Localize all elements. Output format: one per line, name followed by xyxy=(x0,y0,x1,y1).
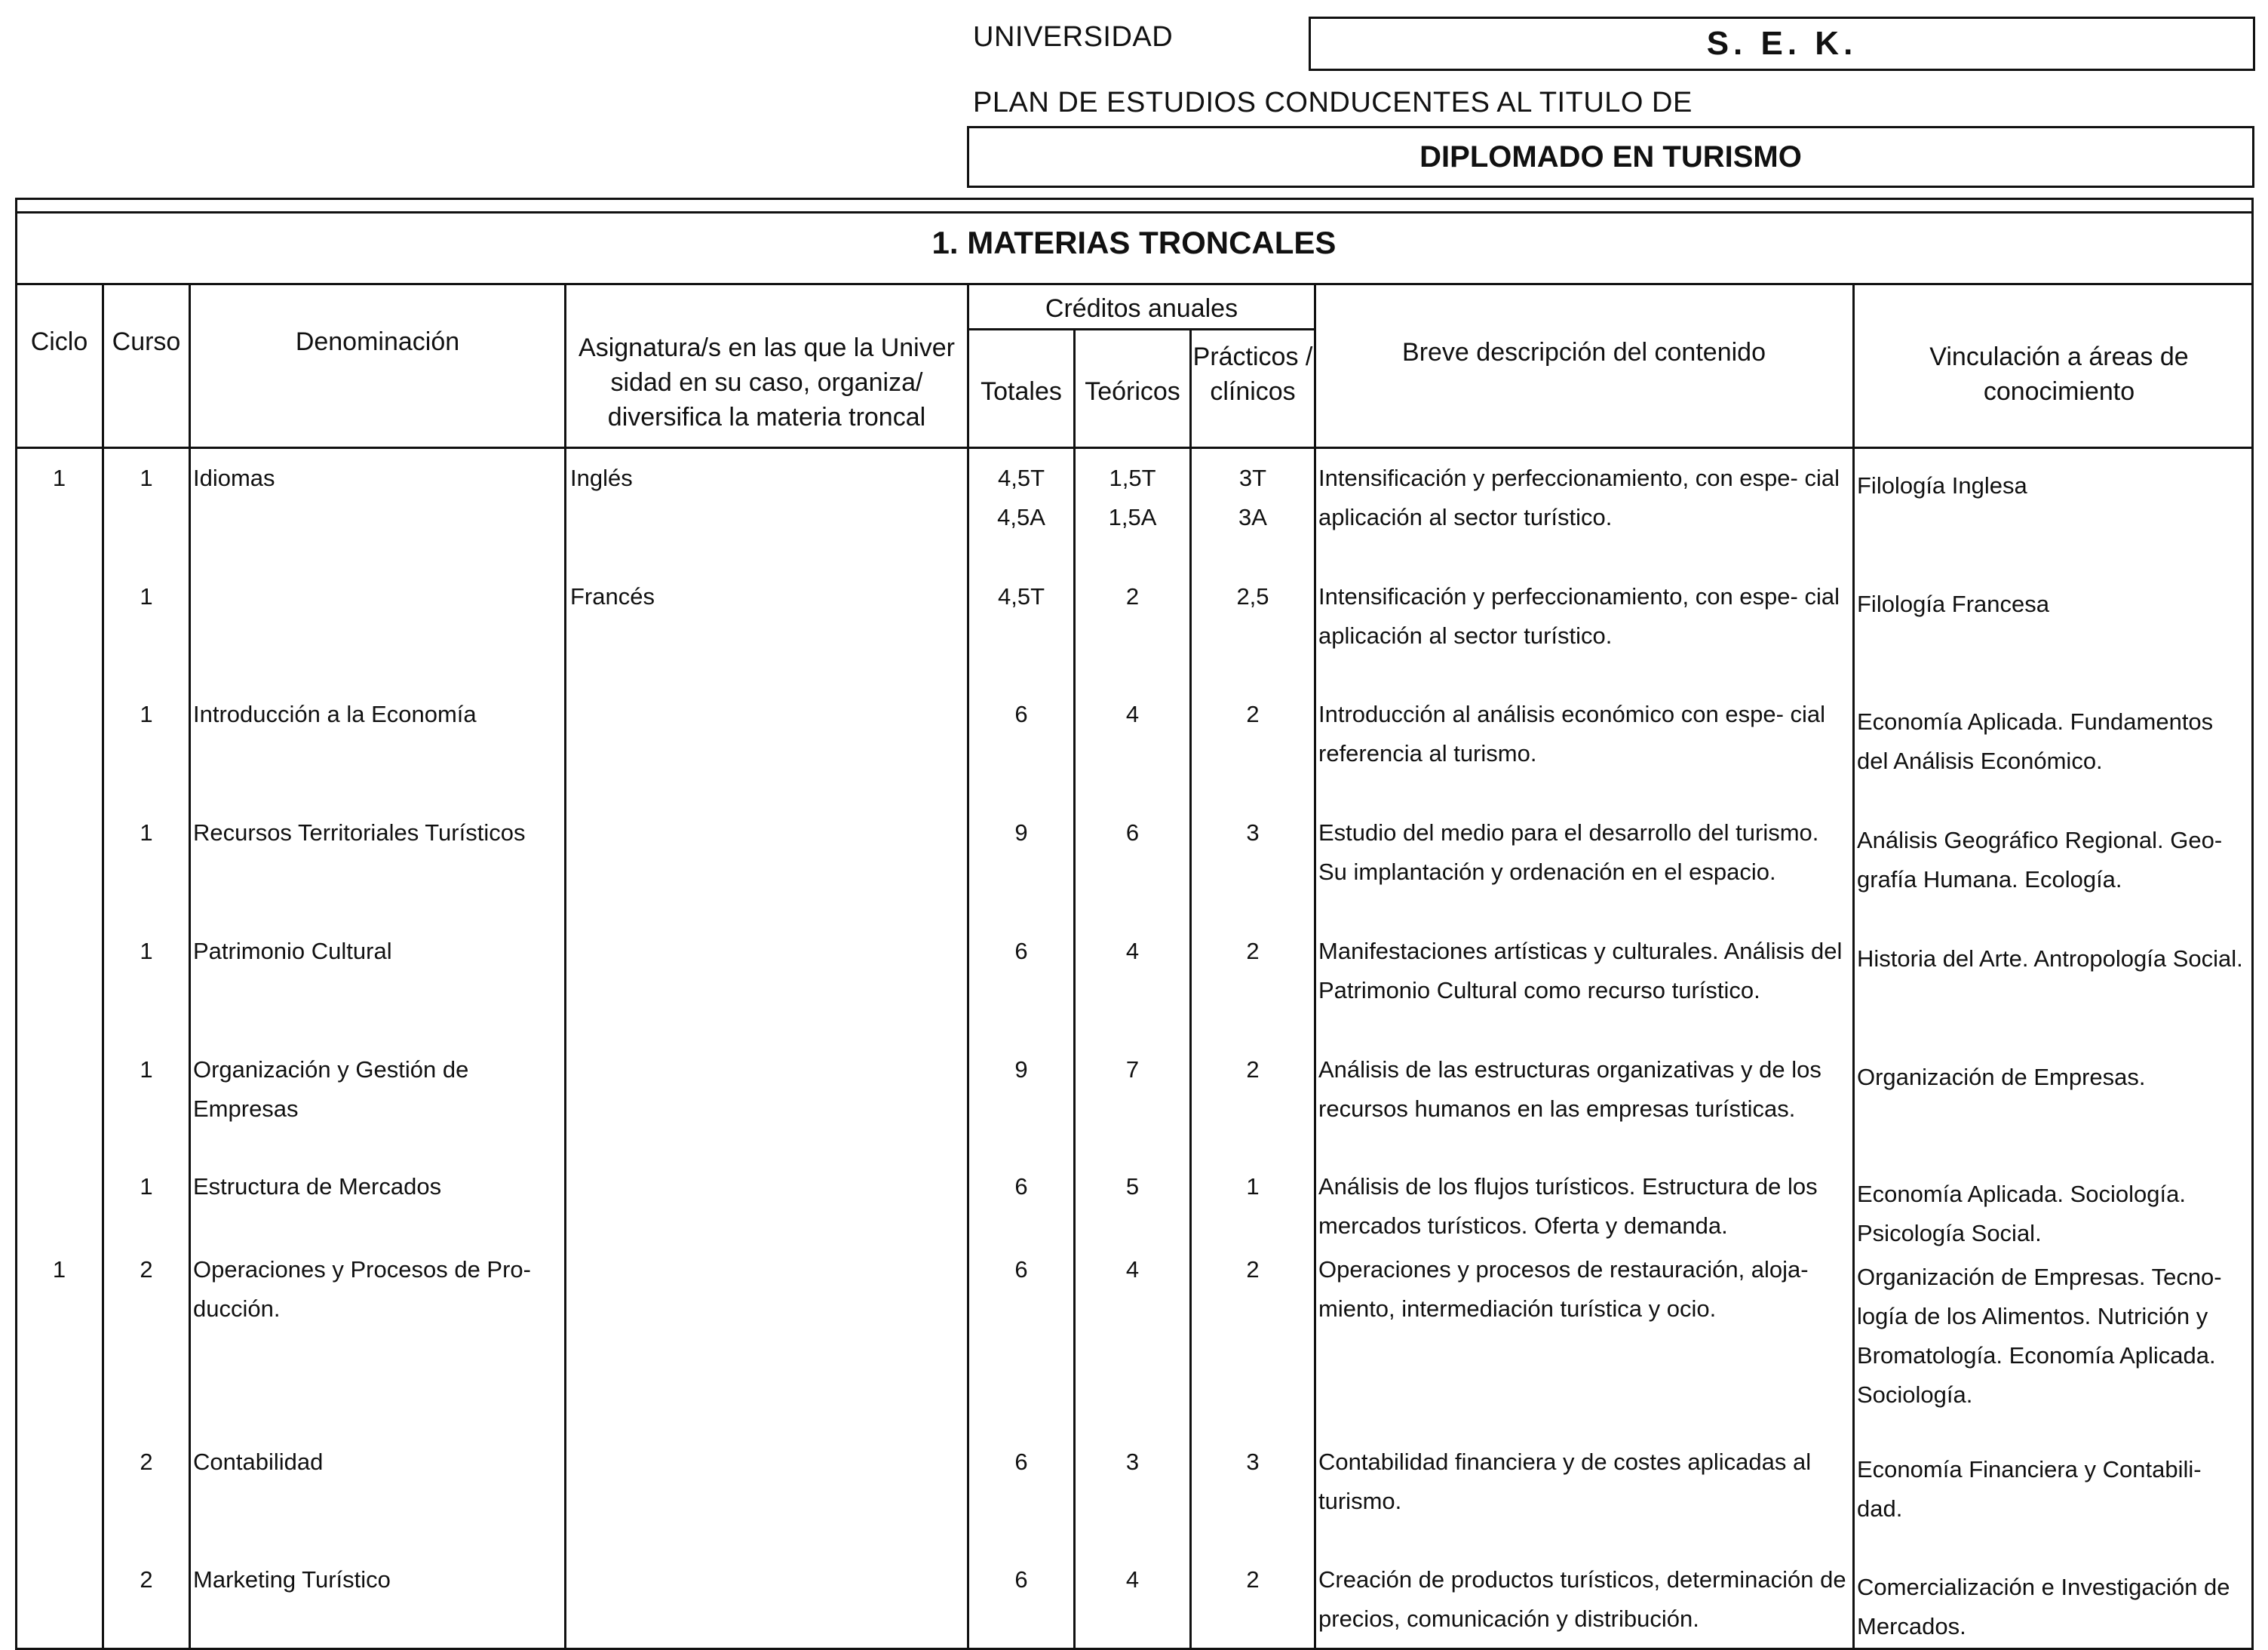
table-cell-denominacion: Estructura de Mercados xyxy=(193,1173,442,1200)
university-name-box xyxy=(1309,17,2255,71)
table-cell-vinculacion: Economía Aplicada. Sociología. Psicología Social. xyxy=(1857,1181,2186,1246)
credit-value: 4,5T xyxy=(997,465,1045,491)
university-label: UNIVERSIDAD xyxy=(973,21,1174,53)
table-cell-curso: 2 xyxy=(140,1256,153,1283)
table-cell-totales: 4,5T xyxy=(997,583,1045,610)
university-name: S. E. K. xyxy=(1706,25,1858,62)
col-divider-practicos xyxy=(1314,283,1316,1650)
credit-value: 4,5A xyxy=(997,504,1045,530)
table-cell-denominacion: Marketing Turístico xyxy=(193,1566,391,1593)
table-cell-practicos: 2 xyxy=(1246,1256,1260,1283)
table-cell-practicos xyxy=(1192,459,1314,537)
degree-title-box xyxy=(967,126,2254,188)
table-cell-teoricos: 4 xyxy=(1125,938,1140,964)
table-cell-denominacion: Introducción a la Economía xyxy=(193,701,477,727)
table-cell-descripcion: Intensificación y perfeccionamiento, con espe- cial aplicación al sector turístico. xyxy=(1318,583,1840,649)
table-cell-asignatura: Inglés xyxy=(570,465,633,491)
table-cell-practicos: 2 xyxy=(1246,938,1260,964)
table-cell-teoricos: 4 xyxy=(1125,701,1140,727)
table-cell-vinculacion: Filología Inglesa xyxy=(1857,472,2027,499)
section-frame xyxy=(15,211,2254,1650)
table-cell-curso: 1 xyxy=(140,583,153,610)
table-cell-denominacion: Operaciones y Procesos de Pro- ducción. xyxy=(193,1256,531,1322)
table-cell-teoricos: 4 xyxy=(1125,1566,1140,1593)
table-cell-vinculacion: Filología Francesa xyxy=(1857,591,2050,617)
table-cell-totales: 6 xyxy=(1014,1449,1028,1475)
col-divider-descripcion xyxy=(1852,283,1855,1650)
table-cell-descripcion: Intensificación y perfeccionamiento, con espe- cial aplicación al sector turístico. xyxy=(1318,465,1840,530)
degree-title: DIPLOMADO EN TURISMO xyxy=(1419,140,1802,174)
table-cell-vinculacion: Historia del Arte. Antropología Social. xyxy=(1857,945,2243,972)
header-denominacion: Denominación xyxy=(295,327,460,356)
table-cell-totales: 9 xyxy=(1014,819,1028,846)
table-cell-practicos: 2 xyxy=(1246,701,1260,727)
table-cell-teoricos: 5 xyxy=(1125,1173,1140,1200)
table-cell-totales: 6 xyxy=(1014,938,1028,964)
header-descripcion: Breve descripción del contenido xyxy=(1402,338,1766,367)
table-cell-vinculacion: Comercialización e Investigación de Mercados. xyxy=(1857,1574,2230,1639)
table-cell-denominacion: Patrimonio Cultural xyxy=(193,938,392,964)
table-cell-practicos: 3 xyxy=(1246,1449,1260,1475)
section-divider xyxy=(15,283,2254,285)
creditos-divider xyxy=(967,328,1314,330)
header-curso: Curso xyxy=(112,327,181,356)
table-cell-ciclo: 1 xyxy=(52,465,66,491)
table-cell-vinculacion: Análisis Geográfico Regional. Geo- grafía Humana. Ecología. xyxy=(1857,827,2223,893)
plan-label: PLAN DE ESTUDIOS CONDUCENTES AL TITULO DE xyxy=(973,87,1693,118)
table-cell-denominacion: Contabilidad xyxy=(193,1449,324,1475)
table-cell-totales xyxy=(969,459,1073,537)
table-cell-practicos: 3 xyxy=(1246,819,1260,846)
table-cell-descripcion: Estudio del medio para el desarrollo del turismo. Su implantación y ordenación en el espacio. xyxy=(1318,819,1819,885)
header-asignatura: Asignatura/s en las que la Univer sidad en su caso, organiza/ diversifica la materia troncal xyxy=(579,333,955,432)
table-cell-practicos: 1 xyxy=(1246,1173,1260,1200)
header-creditos-anuales: Créditos anuales xyxy=(1045,294,1238,323)
header-practicos: Prácticos / clínicos xyxy=(1192,343,1313,406)
table-cell-totales: 9 xyxy=(1014,1056,1028,1083)
credit-value: 1,5A xyxy=(1108,504,1157,530)
header-bottom-line xyxy=(15,447,2254,449)
table-cell-teoricos xyxy=(1076,459,1189,537)
col-divider-curso xyxy=(189,283,191,1650)
table-cell-curso: 1 xyxy=(140,465,153,491)
table-cell-totales: 6 xyxy=(1014,1256,1028,1283)
table-cell-curso: 1 xyxy=(140,819,153,846)
table-cell-asignatura: Francés xyxy=(570,583,655,610)
table-cell-descripcion: Manifestaciones artísticas y culturales. Análisis del Patrimonio Cultural como recurso turístico. xyxy=(1318,938,1843,1003)
credit-value: 3T xyxy=(1238,465,1267,491)
table-cell-totales: 6 xyxy=(1014,701,1028,727)
header-vinculacion: Vinculación a áreas de conocimiento xyxy=(1929,343,2189,406)
table-cell-vinculacion: Organización de Empresas. xyxy=(1857,1064,2146,1090)
credit-value: 3A xyxy=(1238,504,1267,530)
table-cell-denominacion: Organización y Gestión de Empresas xyxy=(193,1056,469,1122)
table-cell-curso: 1 xyxy=(140,1056,153,1083)
table-cell-descripcion: Análisis de los flujos turísticos. Estructura de los mercados turísticos. Oferta y demanda. xyxy=(1318,1173,1818,1239)
table-cell-descripcion: Introducción al análisis económico con espe- cial referencia al turismo. xyxy=(1318,701,1826,767)
table-cell-teoricos: 6 xyxy=(1125,819,1140,846)
table-cell-vinculacion: Organización de Empresas. Tecno- logía de los Alimentos. Nutrición y Bromatología. Economía Aplicada. Sociología. xyxy=(1857,1264,2222,1408)
col-divider-denominacion xyxy=(564,283,566,1650)
table-cell-totales: 6 xyxy=(1014,1566,1028,1593)
table-cell-denominacion: Idiomas xyxy=(193,465,275,491)
table-cell-practicos: 2 xyxy=(1246,1056,1260,1083)
section-title: 1. MATERIAS TRONCALES xyxy=(931,225,1337,260)
table-cell-vinculacion: Economía Financiera y Contabili- dad. xyxy=(1857,1456,2202,1522)
table-cell-ciclo: 1 xyxy=(52,1256,66,1283)
table-cell-curso: 1 xyxy=(140,938,153,964)
table-cell-teoricos: 3 xyxy=(1125,1449,1140,1475)
table-cell-curso: 1 xyxy=(140,1173,153,1200)
table-cell-denominacion: Recursos Territoriales Turísticos xyxy=(193,819,526,846)
table-cell-totales: 6 xyxy=(1014,1173,1028,1200)
table-cell-descripcion: Operaciones y procesos de restauración, aloja- miento, intermediación turística y ocio. xyxy=(1318,1256,1809,1322)
table-cell-practicos: 2 xyxy=(1246,1566,1260,1593)
table-cell-practicos: 2,5 xyxy=(1236,583,1269,610)
table-cell-vinculacion: Economía Aplicada. Fundamentos del Análisis Económico. xyxy=(1857,708,2214,774)
table-cell-teoricos: 2 xyxy=(1125,583,1140,610)
table-cell-teoricos: 4 xyxy=(1125,1256,1140,1283)
table-cell-curso: 2 xyxy=(140,1449,153,1475)
table-cell-descripcion: Contabilidad financiera y de costes aplicadas al turismo. xyxy=(1318,1449,1812,1514)
table-cell-curso: 2 xyxy=(140,1566,153,1593)
header-ciclo: Ciclo xyxy=(30,327,88,356)
header-totales: Totales xyxy=(981,377,1062,406)
header-teoricos: Teóricos xyxy=(1085,377,1180,406)
table-cell-teoricos: 7 xyxy=(1125,1056,1140,1083)
table-cell-curso: 1 xyxy=(140,701,153,727)
credit-value: 1,5T xyxy=(1109,465,1156,491)
table-cell-descripcion: Creación de productos turísticos, determinación de precios, comunicación y distribución. xyxy=(1318,1566,1846,1632)
table-cell-descripcion: Análisis de las estructuras organizativas y de los recursos humanos en las empresas turísticas. xyxy=(1318,1056,1821,1122)
